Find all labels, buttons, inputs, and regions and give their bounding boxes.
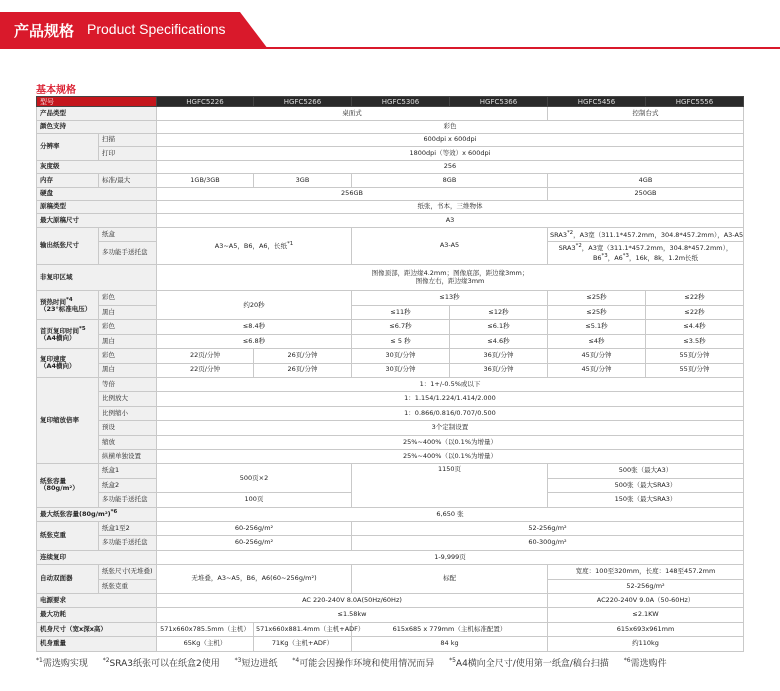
- footnote: [449, 659, 615, 669]
- cell-value: 71Kg（主机+ADF）: [254, 637, 352, 652]
- row-label: [37, 320, 99, 349]
- cell-value: ≤22秒: [646, 291, 744, 305]
- row-label: 原稿类型: [37, 200, 157, 213]
- footnote-mark: *3: [234, 657, 242, 664]
- cell-value: ≤2.1KW: [548, 608, 744, 622]
- cell-value: 256GB: [157, 187, 548, 200]
- row-label: 自动双面器: [37, 565, 99, 594]
- cell-value: 约110kg: [548, 637, 744, 652]
- table-row: [37, 637, 744, 652]
- cell-value: 1150页: [352, 464, 548, 507]
- footnote-mark: *3: [601, 252, 608, 259]
- footnote-mark: *6: [623, 657, 631, 664]
- cell-value: 4GB: [548, 174, 744, 187]
- row-sublabel: 扫描: [99, 134, 157, 147]
- row-label: 颜色支持: [37, 120, 157, 133]
- cell-value: 1：1+/-0.5%或以下: [157, 377, 744, 391]
- row-sublabel: 打印: [99, 147, 157, 160]
- footnote-mark: *1: [287, 240, 294, 247]
- row-label: 机身尺寸（宽x深x高）: [37, 622, 157, 636]
- row-sublabel: 多功能手送托盘: [99, 493, 157, 507]
- cell-value: 500张（最大A3）: [548, 464, 744, 478]
- table-row: [37, 421, 744, 435]
- cell-value: 600dpi x 600dpi: [157, 134, 744, 147]
- table-row: [37, 392, 744, 406]
- cell-value: 纸张，书本，三维物体: [157, 200, 744, 213]
- cell-value: 30页/分钟: [352, 363, 450, 377]
- model-name: HGFC5366: [450, 97, 548, 107]
- table-row: [37, 521, 744, 535]
- header-title-cn: 产品规格: [14, 22, 75, 40]
- cell-value: 52-256g/m²: [548, 579, 744, 593]
- cell-value: 无堆叠，A3~A5，B6，A6(60~256g/m²): [157, 565, 352, 594]
- cell-value: 25%~400%（以0.1%为增量）: [157, 449, 744, 463]
- cell-text: 首页复印时间: [40, 326, 79, 335]
- cell-text: 纸张容量: [40, 476, 66, 485]
- footnote-mark: *6: [110, 509, 118, 516]
- table-row: [37, 608, 744, 622]
- row-label: 连续复印: [37, 550, 157, 564]
- cell-text: 图像左右，距边缘3mm: [415, 276, 485, 285]
- cell-value: 60-256g/m²: [157, 536, 352, 550]
- footnote: [292, 659, 440, 669]
- cell-value: ≤11秒: [352, 305, 450, 319]
- table-row: [37, 363, 744, 377]
- table-row: [37, 291, 744, 305]
- row-sublabel: 预设: [99, 421, 157, 435]
- row-label: 硬盘: [37, 187, 157, 200]
- cell-value: 1：0.866/0.816/0.707/0.500: [157, 406, 744, 420]
- cell-value: ≤25秒: [548, 305, 646, 319]
- cell-value: 45页/分钟: [548, 349, 646, 363]
- row-sublabel: 黑白: [99, 305, 157, 319]
- row-sublabel: 纸张尺寸(无堆叠): [99, 565, 157, 579]
- cell-value: ≤5.1秒: [548, 320, 646, 334]
- cell-value: 22页/分钟: [157, 349, 254, 363]
- footnote: [36, 659, 94, 669]
- row-sublabel: 纸盒1至2: [99, 521, 157, 535]
- cell-value: ≤ 5 秒: [352, 334, 450, 348]
- cell-value: 1800dpi（等效）x 600dpi: [157, 147, 744, 160]
- table-row: [37, 377, 744, 391]
- cell-text: ，A3宽（311.1*457.2mm，304.8*457.2mm），A3-A5: [573, 230, 744, 239]
- cell-value: 84 kg: [352, 637, 548, 652]
- cell-text: ，A3宽（311.1*457.2mm，304.8*457.2mm），: [581, 244, 733, 253]
- table-row: [37, 550, 744, 564]
- row-label: 最大功耗: [37, 608, 157, 622]
- footnote: [235, 659, 284, 669]
- row-sublabel: 比例缩小: [99, 406, 157, 420]
- cell-value: 615x685 x 779mm（主机标准配置）: [352, 622, 548, 636]
- footnote: [624, 659, 673, 669]
- table-row: [37, 594, 744, 608]
- cell-value: 55页/分钟: [646, 349, 744, 363]
- cell-value: 45页/分钟: [548, 363, 646, 377]
- table-row: [37, 147, 744, 160]
- cell-value: 60-300g/m²: [352, 536, 744, 550]
- table-row: [37, 227, 744, 241]
- row-label: 非复印区域: [37, 264, 157, 291]
- footnote-mark: *2: [575, 243, 582, 250]
- table-row: [37, 349, 744, 363]
- cell-value: ≤4.6秒: [450, 334, 548, 348]
- table-row: [37, 449, 744, 463]
- cell-text: ，16k，8k，1.2m长纸: [628, 254, 699, 263]
- model-name: HGFC5456: [548, 97, 646, 107]
- row-sublabel: 彩色: [99, 349, 157, 363]
- table-row: [37, 134, 744, 147]
- footnote-mark: *2: [566, 229, 574, 236]
- row-sublabel: 纸张克重: [99, 579, 157, 593]
- cell-value: ≤6.8秒: [157, 334, 352, 348]
- cell-value: 60-256g/m²: [157, 521, 352, 535]
- cell-value: 25%~400%（以0.1%为增量）: [157, 435, 744, 449]
- table-row: [37, 214, 744, 227]
- model-name: HGFC5556: [646, 97, 744, 107]
- cell-value: 8GB: [352, 174, 548, 187]
- table-row: [37, 622, 744, 636]
- row-label: [37, 507, 157, 521]
- cell-value: 6,650 张: [157, 507, 744, 521]
- footnote-mark: *4: [66, 296, 73, 303]
- cell-text: （A4横向）: [40, 362, 76, 370]
- cell-value: ≤4秒: [548, 334, 646, 348]
- footnote-mark: *3: [622, 252, 629, 259]
- cell-value: ≤4.4秒: [646, 320, 744, 334]
- cell-text: （A4横向）: [40, 334, 76, 343]
- cell-value: [548, 242, 744, 265]
- footnote-text: 需选购件: [630, 659, 667, 669]
- cell-value: 65Kg（主机）: [157, 637, 254, 652]
- footnote-text: 需选购实现: [42, 659, 88, 669]
- row-sublabel: 等倍: [99, 377, 157, 391]
- table-row: [37, 435, 744, 449]
- cell-value: 250GB: [548, 187, 744, 200]
- footnote-text: SRA3纸张可以在纸盒2使用: [109, 659, 220, 669]
- table-row: [37, 406, 744, 420]
- cell-text: 图像顶部，距边缘4.2mm；图像底部，距边缘3mm；: [371, 269, 529, 278]
- cell-value: 约20秒: [157, 291, 352, 320]
- cell-value: 150张（最大SRA3）: [548, 493, 744, 507]
- row-label: 内存: [37, 174, 99, 187]
- cell-value: [157, 227, 352, 264]
- cell-value: 26页/分钟: [254, 349, 352, 363]
- row-sublabel: 标准/最大: [99, 174, 157, 187]
- table-row: [37, 320, 744, 334]
- cell-text: A3~A5，B6，A6，长纸: [214, 242, 288, 251]
- cell-value: [548, 227, 744, 241]
- footnote-mark: *5: [79, 325, 86, 332]
- cell-value: ≤25秒: [548, 291, 646, 305]
- footnote: [103, 659, 226, 669]
- cell-value: A3: [157, 214, 744, 227]
- row-label: 机身重量: [37, 637, 157, 652]
- cell-value: ≤13秒: [352, 291, 548, 305]
- table-row: [37, 120, 744, 133]
- row-label: [37, 349, 99, 378]
- model-name: HGFC5266: [254, 97, 352, 107]
- cell-value: ≤8.4秒: [157, 320, 352, 334]
- cell-value: 36页/分钟: [450, 363, 548, 377]
- cell-value: 26页/分钟: [254, 363, 352, 377]
- cell-value: 3GB: [254, 174, 352, 187]
- cell-value: ≤6.1秒: [450, 320, 548, 334]
- model-name: HGFC5226: [157, 97, 254, 107]
- row-sublabel: 多功能手送托盘: [99, 242, 157, 265]
- cell-value: ≤3.5秒: [646, 334, 744, 348]
- row-label: 电源要求: [37, 594, 157, 608]
- row-sublabel: 黑白: [99, 334, 157, 348]
- row-label: 最大原稿尺寸: [37, 214, 157, 227]
- row-sublabel: 纸盒2: [99, 478, 157, 492]
- cell-value: 500张（最大SRA3）: [548, 478, 744, 492]
- table-row: [37, 200, 744, 213]
- cell-value: 1-9,999页: [157, 550, 744, 564]
- cell-value: 1：1.154/1.224/1.414/2.000: [157, 392, 744, 406]
- cell-text: B6: [592, 254, 602, 263]
- cell-value: 615x693x961mm: [548, 622, 744, 636]
- row-sublabel: 彩色: [99, 291, 157, 305]
- row-sublabel: 纵横单独设置: [99, 449, 157, 463]
- row-label: [37, 291, 99, 320]
- footnote-mark: *4: [292, 657, 300, 664]
- cell-value: ≤6.7秒: [352, 320, 450, 334]
- cell-value: AC 220-240V 8.0A(50Hz/60Hz): [157, 594, 548, 608]
- cell-value: 52-256g/m²: [352, 521, 744, 535]
- cell-value: AC220-240V 9.0A（50-60Hz）: [548, 594, 744, 608]
- row-sublabel: 多功能手送托盘: [99, 536, 157, 550]
- table-row: [37, 264, 744, 291]
- model-label: 型号: [37, 97, 157, 107]
- cell-value: 100页: [157, 493, 352, 507]
- row-label: 复印缩放倍率: [37, 377, 99, 463]
- row-sublabel: 比例放大: [99, 392, 157, 406]
- row-label: 输出纸张尺寸: [37, 227, 99, 264]
- cell-text: SRA3: [550, 230, 567, 239]
- page-header: [0, 0, 780, 49]
- table-row: [37, 507, 744, 521]
- table-row: [37, 565, 744, 579]
- cell-text: 最大纸张容量(80g/m²): [40, 510, 111, 519]
- section-title: 基本规格: [36, 85, 76, 96]
- header-title-en: Product Specifications: [87, 21, 226, 37]
- row-label: 分辨率: [37, 134, 99, 161]
- cell-value: 3个定制设置: [157, 421, 744, 435]
- footnote-text: 短边进纸: [241, 659, 278, 669]
- row-label: 产品类型: [37, 107, 157, 120]
- table-row: [37, 174, 744, 187]
- header-divider: [0, 47, 780, 49]
- cell-text: 预热时间: [40, 297, 66, 306]
- cell-value: 36页/分钟: [450, 349, 548, 363]
- cell-value: 桌面式: [157, 107, 548, 120]
- cell-value: 30页/分钟: [352, 349, 450, 363]
- model-header-row: [37, 97, 744, 107]
- table-row: [37, 536, 744, 550]
- spec-table: [36, 96, 744, 652]
- row-sublabel: 彩色: [99, 320, 157, 334]
- cell-value: 256: [157, 160, 744, 173]
- cell-text: SRA3: [558, 244, 576, 253]
- table-row: [37, 464, 744, 478]
- footnote-mark: *2: [102, 657, 110, 664]
- cell-value: 彩色: [157, 120, 744, 133]
- cell-value: 控制台式: [548, 107, 744, 120]
- row-label: 灰度级: [37, 160, 157, 173]
- model-name: HGFC5306: [352, 97, 450, 107]
- cell-text: （23°标准电压）: [40, 305, 92, 314]
- footnote-mark: *1: [36, 657, 43, 664]
- cell-value: 571x660x881.4mm（主机+ADF）: [254, 622, 352, 636]
- footnote-mark: *5: [449, 657, 456, 664]
- cell-value: 宽度：100至320mm，长度：148至457.2mm: [548, 565, 744, 579]
- cell-value: A3-A5: [352, 227, 548, 264]
- cell-value: 571x660x785.5mm（主机）: [157, 622, 254, 636]
- cell-text: （80g/m²）: [40, 484, 79, 493]
- table-row: [37, 334, 744, 348]
- table-row: [37, 305, 744, 319]
- cell-value: 1GB/3GB: [157, 174, 254, 187]
- table-row: [37, 160, 744, 173]
- cell-value: [157, 264, 744, 291]
- row-label: [37, 464, 99, 507]
- row-sublabel: 黑白: [99, 363, 157, 377]
- cell-value: 标配: [352, 565, 548, 594]
- cell-text: 复印速度: [40, 354, 66, 363]
- cell-value: 55页/分钟: [646, 363, 744, 377]
- cell-value: 500页×2: [157, 464, 352, 493]
- cell-value: ≤1.58kw: [157, 608, 548, 622]
- row-label: 纸张克重: [37, 521, 99, 550]
- table-row: [37, 107, 744, 120]
- table-row: [37, 187, 744, 200]
- cell-text: ，A6: [607, 254, 623, 263]
- row-sublabel: 缩放: [99, 435, 157, 449]
- footnotes: [36, 656, 679, 669]
- cell-value: ≤22秒: [646, 305, 744, 319]
- cell-value: 22页/分钟: [157, 363, 254, 377]
- row-sublabel: 纸盒1: [99, 464, 157, 478]
- footnote-text: 可能会因操作环境和使用情况而异: [299, 659, 435, 669]
- cell-value: ≤12秒: [450, 305, 548, 319]
- row-sublabel: 纸盒: [99, 227, 157, 241]
- footnote-text: A4横向全尺寸/使用第一纸盒/稿台扫描: [455, 659, 609, 669]
